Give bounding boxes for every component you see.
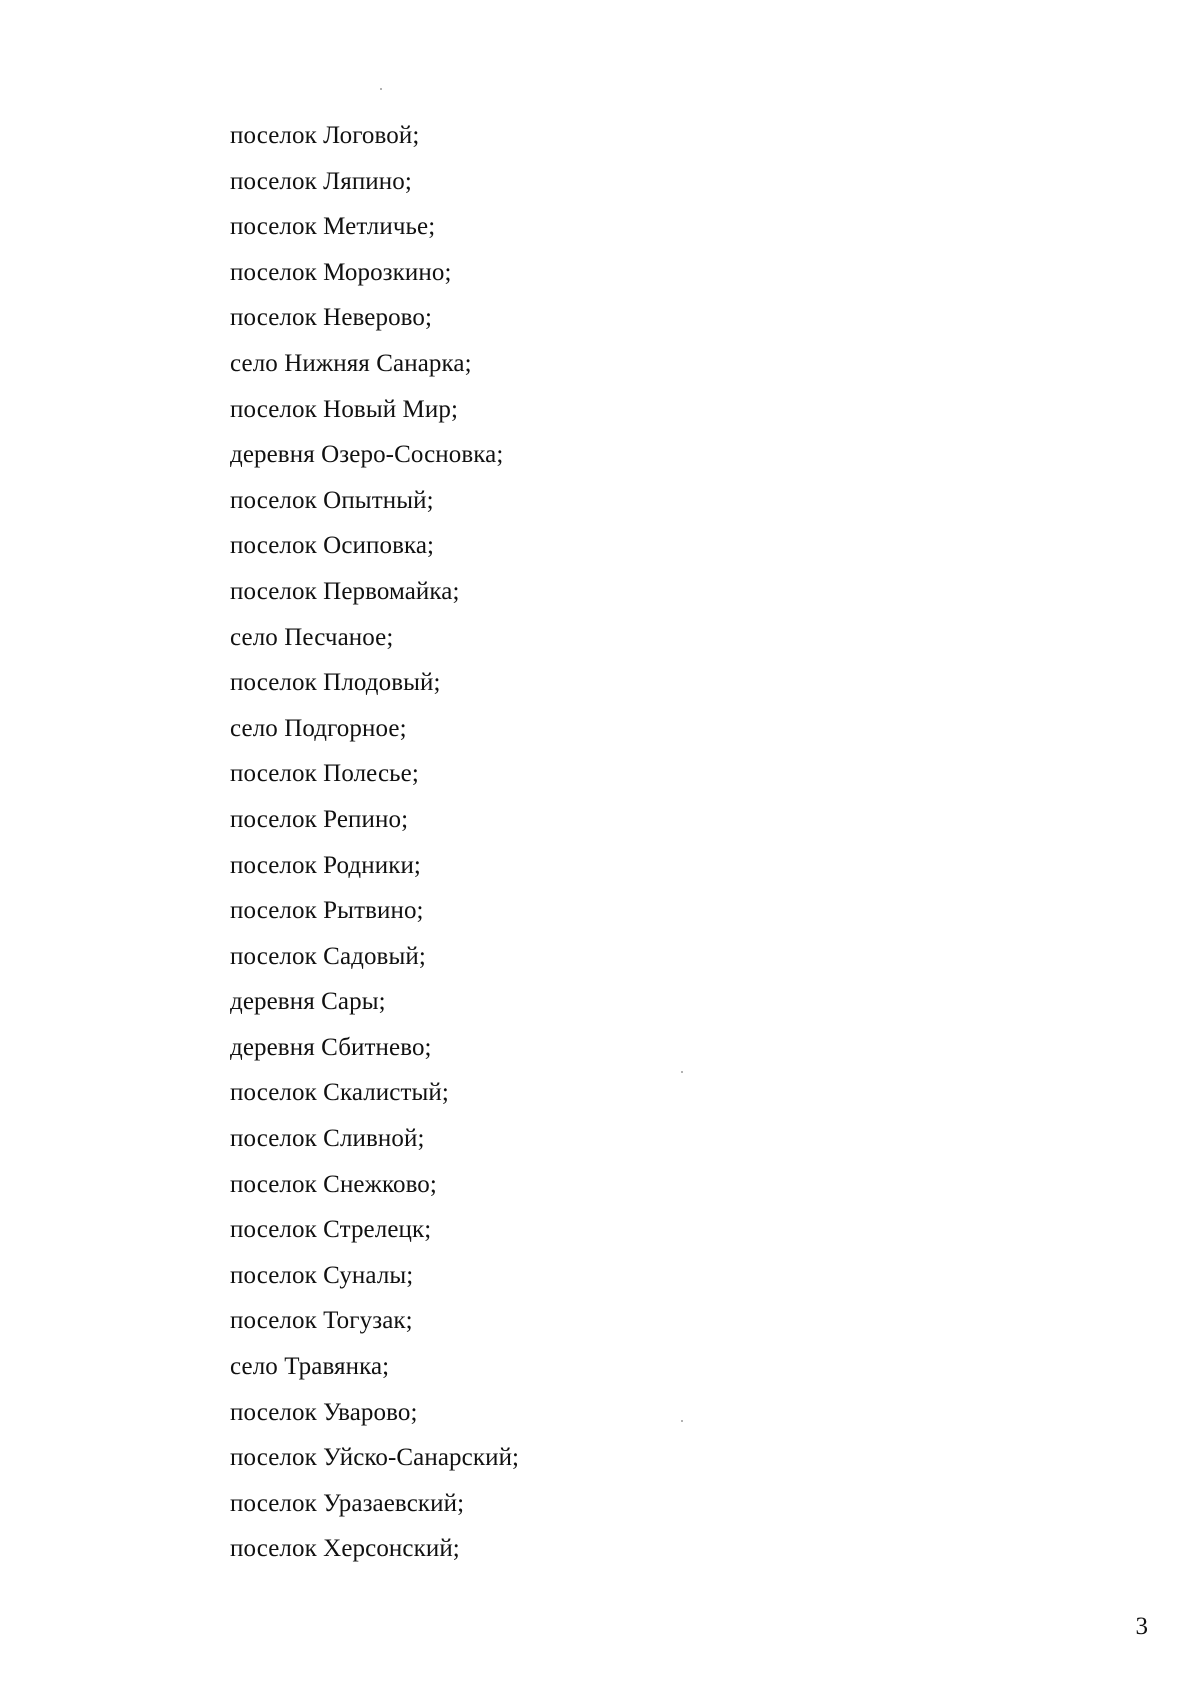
settlement-list — [230, 113, 519, 1572]
settlement-item: поселок Сливной; — [230, 1125, 425, 1153]
settlement-item: деревня Сбитнево; — [230, 1033, 432, 1061]
settlement-item: поселок Неверово; — [230, 304, 433, 332]
settlement-item: поселок Метличье; — [230, 213, 436, 241]
settlement-item: село Песчаное; — [230, 623, 394, 651]
settlement-item: поселок Родники; — [230, 851, 421, 879]
settlement-item: поселок Опытный; — [230, 486, 434, 514]
settlement-item: поселок Морозкино; — [230, 258, 452, 286]
settlement-item: поселок Скалистый; — [230, 1079, 449, 1107]
settlement-item: село Подгорное; — [230, 714, 407, 742]
settlement-item: поселок Новый Мир; — [230, 395, 459, 423]
settlement-item: село Нижняя Санарка; — [230, 349, 472, 377]
settlement-item: поселок Уварово; — [230, 1398, 418, 1426]
settlement-item: поселок Садовый; — [230, 942, 426, 970]
settlement-item: поселок Первомайка; — [230, 577, 460, 605]
settlement-item: деревня Сары; — [230, 988, 386, 1016]
settlement-item: село Травянка; — [230, 1353, 390, 1381]
settlement-item: поселок Плодовый; — [230, 669, 441, 697]
settlement-item: поселок Ляпино; — [230, 167, 412, 195]
scan-speck — [681, 1420, 683, 1422]
settlement-item: деревня Озеро-Сосновка; — [230, 441, 504, 469]
settlement-item: поселок Тогузак; — [230, 1307, 413, 1335]
settlement-item: поселок Стрелецк; — [230, 1216, 432, 1244]
page-number: 3 — [1135, 1613, 1148, 1640]
settlement-item: поселок Репино; — [230, 805, 409, 833]
settlement-item: поселок Суналы; — [230, 1261, 414, 1289]
settlement-item: поселок Уразаевский; — [230, 1489, 465, 1517]
settlement-item: поселок Херсонский; — [230, 1535, 460, 1563]
settlement-item: поселок Снежково; — [230, 1170, 437, 1198]
scan-speck — [380, 88, 382, 90]
settlement-item: поселок Осиповка; — [230, 532, 435, 560]
settlement-item: поселок Полесье; — [230, 760, 419, 788]
settlement-item: поселок Рытвино; — [230, 897, 424, 925]
scan-speck — [681, 1071, 683, 1073]
settlement-item: поселок Уйско-Санарский; — [230, 1444, 520, 1472]
settlement-item: поселок Логовой; — [230, 122, 420, 149]
